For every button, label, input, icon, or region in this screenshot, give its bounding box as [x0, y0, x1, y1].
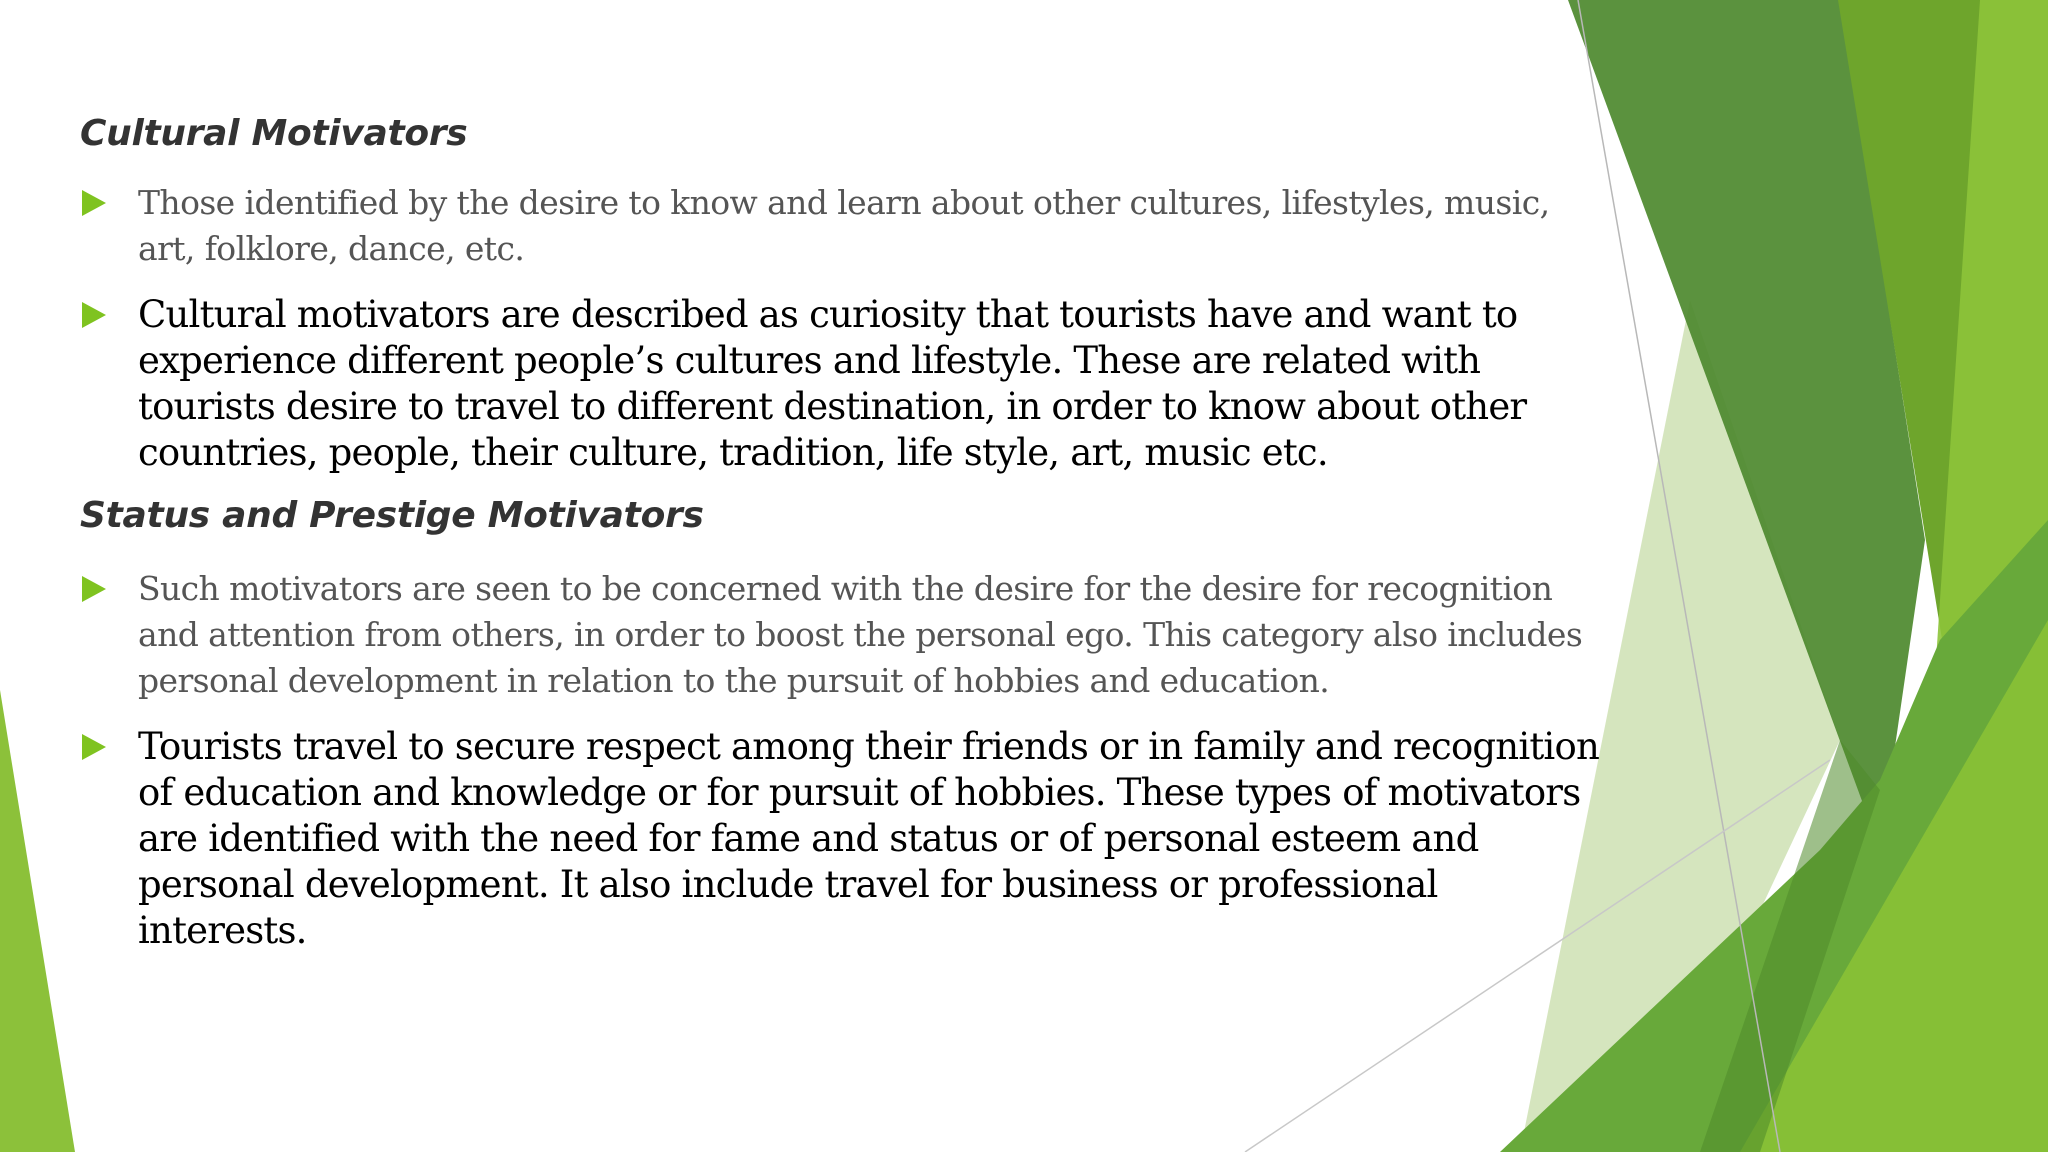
- bullet-arrow-icon: [82, 302, 106, 328]
- bullet-text: Such motivators are seen to be concerned with the desire for the desire for recognition and attention from others, in order to boost the personal ego. This category also includes personal development in relation to the pursuit of hobbies and education.: [138, 569, 1583, 700]
- bullet-item: [80, 566, 1600, 704]
- bullet-text: Tourists travel to secure respect among their friends or in family and recognition of education and knowledge or for pursuit of hobbies. These types of motivators are identified with the need for fame and status or of personal esteem and personal development. It also include travel for business or professional interests.: [138, 725, 1599, 952]
- cultural-bullet-list: [80, 180, 1600, 476]
- section-heading-status: Status and Prestige Motivators: [80, 495, 704, 536]
- bullet-arrow-icon: [82, 190, 106, 216]
- bullet-text: Those identified by the desire to know and learn about other cultures, lifestyles, music, art, folklore, dance, etc.: [138, 183, 1550, 268]
- facet-left-edge: [0, 690, 75, 1152]
- bullet-arrow-icon: [82, 576, 106, 602]
- bullet-item: [80, 292, 1600, 476]
- slide-content: [80, 108, 1600, 954]
- section-heading-cultural: Cultural Motivators: [80, 113, 468, 154]
- bullet-text: Cultural motivators are described as curiosity that tourists have and want to experience different people’s cultures and lifestyle. These are related with tourists desire to travel to different destination, in order to know about other countries, people, their culture, tradition, life style, art, music etc.: [138, 293, 1527, 474]
- bullet-item: [80, 724, 1600, 954]
- bullet-arrow-icon: [82, 734, 106, 760]
- status-bullet-list: [80, 566, 1600, 954]
- bullet-item: [80, 180, 1600, 272]
